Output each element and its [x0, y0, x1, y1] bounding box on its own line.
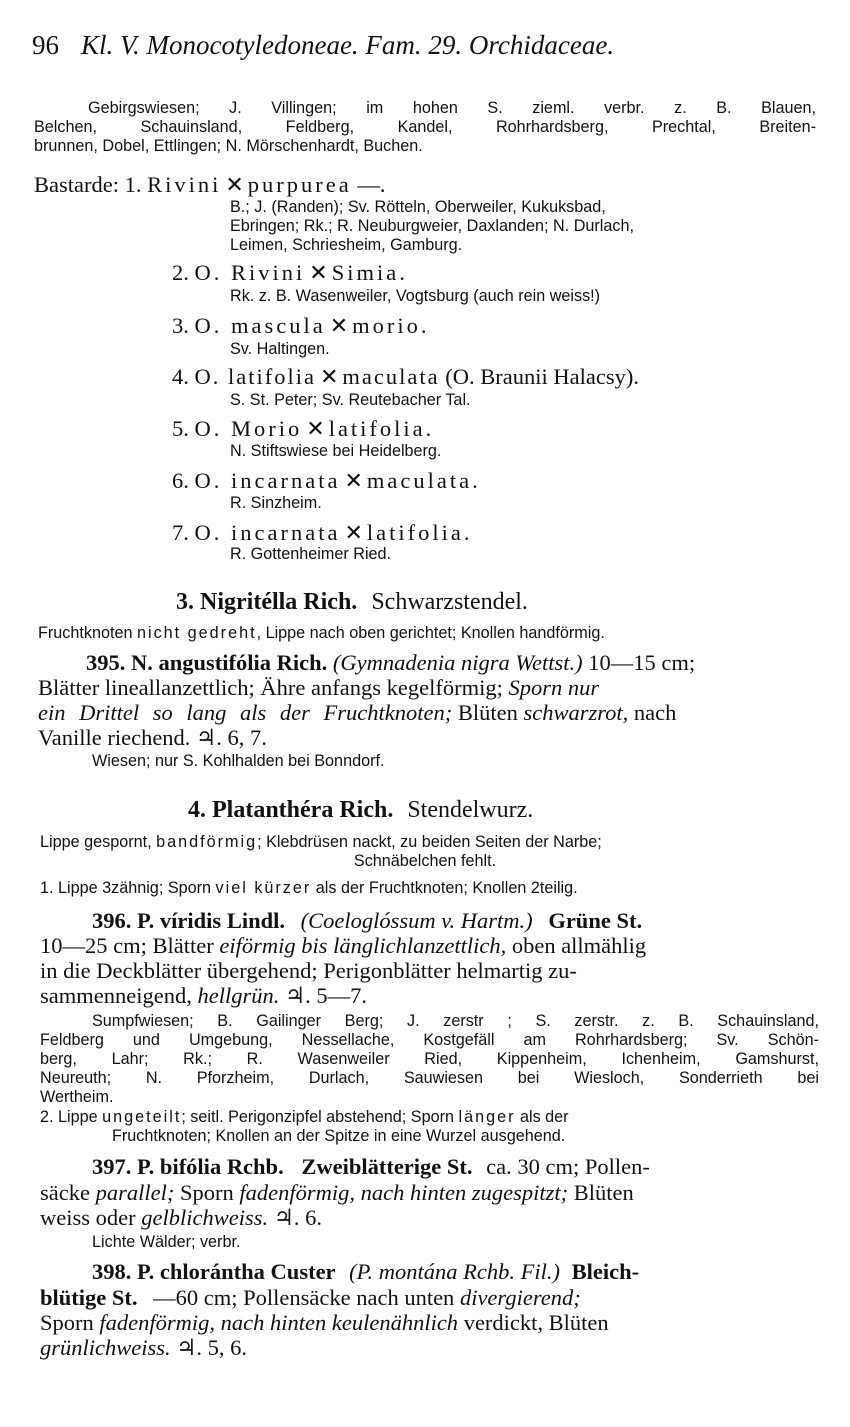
hybrid-locality: N. Stiftswiese bei Heidelberg.	[230, 442, 442, 460]
species-habitat: Lichte Wälder; verbr.	[92, 1233, 241, 1251]
genus-key: 2. Lippe ungeteilt; seitl. Perigonzipfel abstehend; Sporn länger als der	[40, 1108, 569, 1126]
running-header	[32, 30, 614, 61]
species-habitat: Feldberg und Umgebung, Nessellache, Kostgefäll am Rohrhardsberg; Sv. Schön-	[40, 1031, 819, 1049]
species-text: säcke parallel; Sporn fadenförmig, nach hinten zugespitzt; Blüten	[40, 1180, 634, 1205]
hybrid-entry: 4. O. latifolia ✕ maculata (O. Braunii Halacsy).	[172, 364, 639, 389]
hybrid-locality: Rk. z. B. Wasenweiler, Vogtsburg (auch rein weiss!)	[230, 287, 601, 305]
species-entry: 396. P. víridis Lindl. (Coeloglóssum v. Hartm.) Grüne St.	[92, 908, 643, 933]
species-entry: 398. P. chlorántha Custer (P. montána Rchb. Fil.) Bleich-	[92, 1259, 640, 1284]
genus-heading: 4. Platanthéra Rich. Stendelwurz.	[188, 797, 534, 823]
hybrid-entry: 5. O. Morio ✕ latifolia.	[172, 416, 435, 441]
species-text: 10—25 cm; Blätter eiförmig bis länglichlanzettlich, oben allmählig	[40, 933, 647, 958]
species-text: weiss oder gelblichweiss. ♃. 6.	[40, 1205, 323, 1230]
hybrid-entry: Bastarde: 1. Rivini ✕ purpurea —.	[34, 172, 386, 197]
hybrid-locality: Ebringen; Rk.; R. Neuburgweier, Daxlanden; N. Durlach,	[230, 217, 634, 235]
hybrid-entry: 2. O. Rivini ✕ Simia.	[172, 260, 408, 285]
genus-description: Schnäbelchen fehlt.	[353, 852, 497, 870]
genus-key: Fruchtknoten; Knollen an der Spitze in eine Wurzel ausgehend.	[112, 1127, 566, 1145]
cross-symbol: ✕	[329, 313, 349, 338]
cross-symbol: ✕	[319, 364, 339, 389]
species-text: ein Drittel so lang als der Fruchtknoten; Blüten schwarzrot, nach	[38, 700, 677, 725]
header-title: Kl. V. Monocotyledoneae. Fam. 29. Orchidaceae.	[81, 30, 615, 60]
genus-heading: 3. Nigritélla Rich. Schwarzstendel.	[176, 589, 528, 615]
genus-key: 1. Lippe 3zähnig; Sporn viel kürzer als der Fruchtknoten; Knollen 2teilig.	[40, 879, 578, 897]
species-entry: 395. N. angustifólia Rich. (Gymnadenia nigra Wettst.) 10—15 cm;	[86, 650, 696, 675]
cross-symbol: ✕	[306, 416, 325, 441]
genus-key: Fruchtknoten nicht gedreht, Lippe nach oben gerichtet; Knollen handförmig.	[38, 624, 605, 642]
hybrid-locality: B.; J. (Randen); Sv. Rötteln, Oberweiler, Kukuksbad,	[230, 198, 606, 216]
hybrid-entry: 3. O. mascula ✕ morio.	[172, 313, 430, 338]
cross-symbol: ✕	[225, 172, 244, 197]
species-habitat: Neureuth; N. Pforzheim, Durlach, Sauwiesen bei Wiesloch, Sonderrieth bei	[40, 1069, 819, 1087]
hybrid-locality: Sv. Haltingen.	[230, 340, 330, 358]
genus-description: Lippe gespornt, bandförmig; Klebdrüsen nackt, zu beiden Seiten der Narbe;	[40, 833, 602, 851]
cross-symbol: ✕	[344, 520, 363, 545]
species-habitat: Sumpfwiesen; B. Gailinger Berg; J. zerstr ; S. zerstr. z. B. Schauinsland,	[92, 1012, 819, 1030]
cross-symbol: ✕	[309, 260, 328, 285]
species-text: sammenneigend, hellgrün. ♃. 5—7.	[40, 983, 368, 1008]
intro-line: Belchen, Schauinsland, Feldberg, Kandel, Rohrhardsberg, Prechtal, Breiten-	[34, 118, 816, 136]
intro-line: Gebirgswiesen; J. Villingen; im hohen S. zieml. verbr. z. B. Blauen,	[88, 99, 816, 117]
hybrid-locality: S. St. Peter; Sv. Reutebacher Tal.	[230, 391, 471, 409]
hybrid-locality: R. Gottenheimer Ried.	[230, 545, 392, 563]
hybrids-label: Bastarde:	[34, 172, 119, 197]
species-text: Sporn fadenförmig, nach hinten keulenähnlich verdickt, Blüten	[40, 1310, 609, 1335]
species-entry: 397. P. bifólia Rchb. Zweiblätterige St. ca. 30 cm; Pollen-	[92, 1154, 650, 1179]
species-habitat: berg, Lahr; Rk.; R. Wasenweiler Ried, Kippenheim, Ichenheim, Gamshurst,	[40, 1050, 819, 1068]
cross-symbol: ✕	[344, 468, 363, 493]
hybrid-locality: Leimen, Schriesheim, Gamburg.	[230, 236, 463, 254]
intro-line: brunnen, Dobel, Ettlingen; N. Mörschenhardt, Buchen.	[34, 137, 423, 155]
hybrid-entry: 6. O. incarnata ✕ maculata.	[172, 468, 481, 493]
species-text: blütige St. —60 cm; Pollensäcke nach unten divergierend;	[40, 1285, 581, 1310]
hybrid-locality: R. Sinzheim.	[230, 494, 322, 512]
page-number: 96	[32, 30, 59, 60]
species-text: Vanille riechend. ♃. 6, 7.	[38, 725, 267, 750]
species-habitat: Wertheim.	[40, 1088, 114, 1106]
species-text: grünlichweiss. ♃. 5, 6.	[40, 1335, 248, 1360]
species-text: in die Deckblätter übergehend; Perigonblätter helmartig zu-	[40, 958, 577, 983]
species-habitat: Wiesen; nur S. Kohlhalden bei Bonndorf.	[92, 752, 385, 770]
species-text: Blätter lineallanzettlich; Ähre anfangs kegelförmig; Sporn nur	[38, 675, 600, 700]
hybrid-entry: 7. O. incarnata ✕ latifolia.	[172, 520, 473, 545]
